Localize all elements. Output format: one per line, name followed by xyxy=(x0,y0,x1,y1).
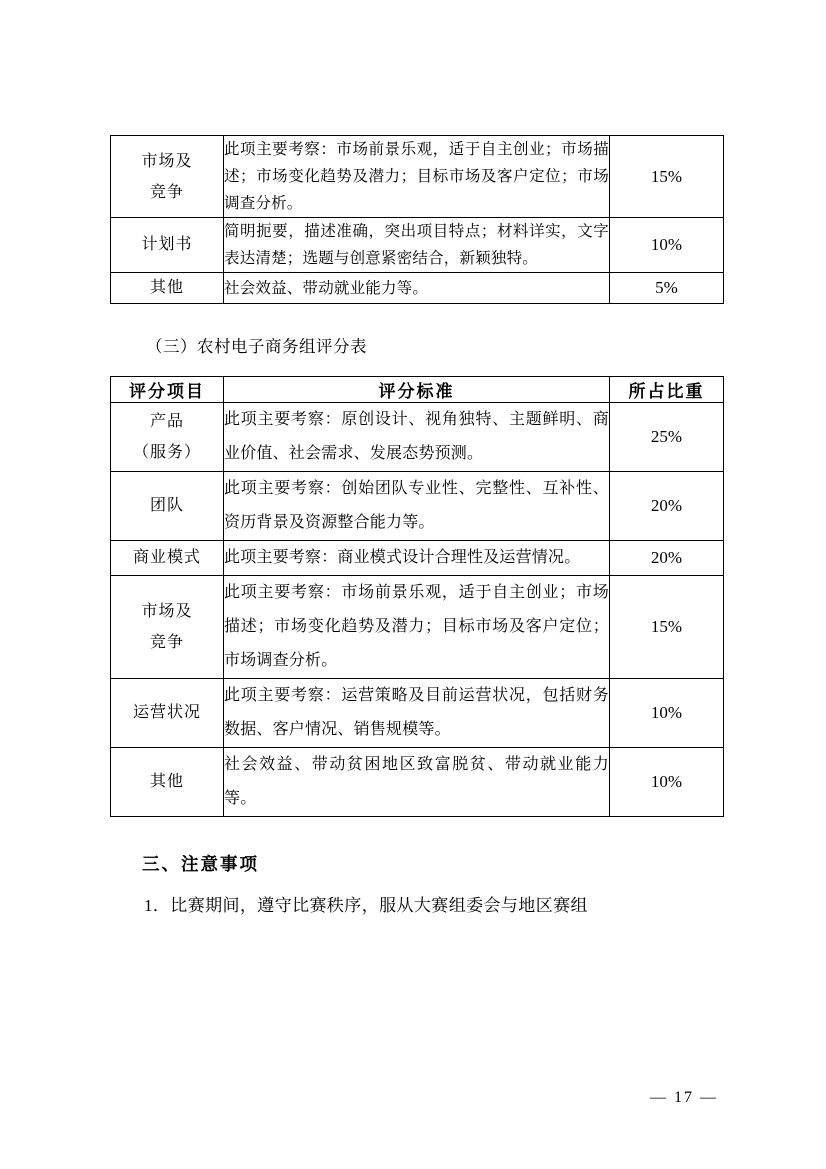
row-weight-value: 5% xyxy=(610,273,724,304)
row-weight-value: 15% xyxy=(610,136,724,218)
score-table-rural-ecommerce xyxy=(110,376,724,817)
table-row xyxy=(111,472,724,541)
row-item-label: 商业模式 xyxy=(111,541,224,576)
row-weight-value: 10% xyxy=(610,218,724,273)
column-header-item: 评分项目 xyxy=(111,377,224,403)
row-item-label: 其他 xyxy=(111,748,224,817)
row-item-label: 市场及 竞争 xyxy=(111,576,224,679)
table-row xyxy=(111,576,724,679)
row-item-label: 团队 xyxy=(111,472,224,541)
score-table-continued xyxy=(110,135,724,304)
row-item-label: 计划书 xyxy=(111,218,224,273)
table-row xyxy=(111,218,724,273)
row-criteria-text: 此项主要考察：运营策略及目前运营状况，包括财务数据、客户情况、销售规模等。 xyxy=(224,679,610,748)
column-header-weight: 所占比重 xyxy=(610,377,724,403)
table-row xyxy=(111,273,724,304)
section-heading: 三、注意事项 xyxy=(142,854,259,874)
page-number: — 17 — xyxy=(650,1089,718,1106)
page-content xyxy=(110,135,720,923)
row-item-label: 其他 xyxy=(111,273,224,304)
table-row xyxy=(111,748,724,817)
row-weight-value: 15% xyxy=(610,576,724,679)
table-row xyxy=(111,541,724,576)
row-weight-value: 10% xyxy=(610,679,724,748)
row-weight-value: 25% xyxy=(610,403,724,472)
row-criteria-text: 此项主要考察：市场前景乐观，适于自主创业；市场描述；市场变化趋势及潜力；目标市场及客户定位；市场调查分析。 xyxy=(224,136,610,218)
row-criteria-text: 社会效益、带动就业能力等。 xyxy=(224,273,610,304)
row-criteria-text: 社会效益、带动贫困地区致富脱贫、带动就业能力等。 xyxy=(224,748,610,817)
row-criteria-text: 简明扼要，描述准确，突出项目特点；材料详实，文字表达清楚；选题与创意紧密结合，新颖独特。 xyxy=(224,218,610,273)
row-criteria-text: 此项主要考察：原创设计、视角独特、主题鲜明、商业价值、社会需求、发展态势预测。 xyxy=(224,403,610,472)
table-row xyxy=(111,136,724,218)
body-paragraph: 1．比赛期间，遵守比赛秩序，服从大赛组委会与地区赛组 xyxy=(144,896,588,915)
row-item-label: 运营状况 xyxy=(111,679,224,748)
row-item-label: 市场及 竞争 xyxy=(111,136,224,218)
row-weight-value: 20% xyxy=(610,472,724,541)
row-weight-value: 10% xyxy=(610,748,724,817)
column-header-criteria: 评分标准 xyxy=(224,377,610,403)
table-row xyxy=(111,679,724,748)
row-criteria-text: 此项主要考察：商业模式设计合理性及运营情况。 xyxy=(224,541,610,576)
row-criteria-text: 此项主要考察：市场前景乐观，适于自主创业；市场描述；市场变化趋势及潜力；目标市场及客户定位；市场调查分析。 xyxy=(224,576,610,679)
row-item-label: 产品 （服务） xyxy=(111,403,224,472)
subsection-title: （三）农村电子商务组评分表 xyxy=(146,337,367,356)
table-row xyxy=(111,403,724,472)
row-criteria-text: 此项主要考察：创始团队专业性、完整性、互补性、资历背景及资源整合能力等。 xyxy=(224,472,610,541)
row-weight-value: 20% xyxy=(610,541,724,576)
table-header-row xyxy=(111,377,724,403)
